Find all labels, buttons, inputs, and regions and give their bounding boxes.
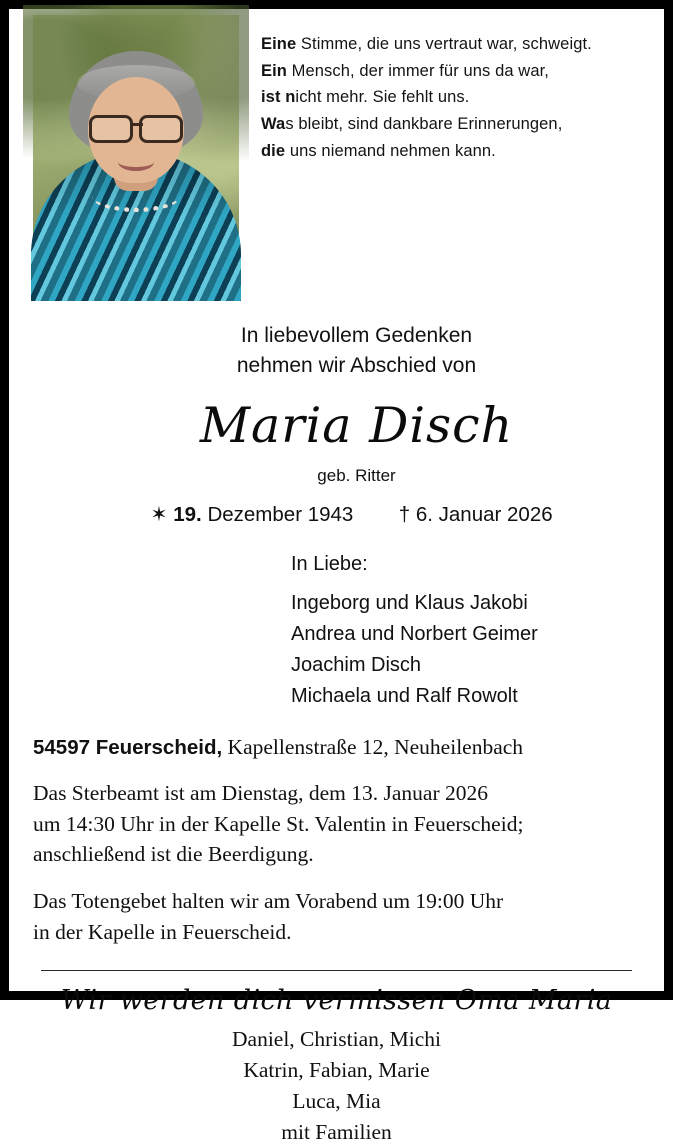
verse-line-1-rest: Stimme, die uns vertraut war, schweigt. xyxy=(296,35,592,53)
glasses-right-lens xyxy=(139,115,183,143)
verse-line-5-rest: uns niemand nehmen kann. xyxy=(285,141,496,160)
verse-line-4-rest: s bleibt, sind dankbare Erinnerungen, xyxy=(285,115,563,134)
photo-smile xyxy=(118,153,154,171)
funeral-line-2: um 14:30 Uhr in der Kapelle St. Valentin in Feuerscheid; xyxy=(33,811,524,836)
memorial-intro-line-2: nehmen wir Abschied von xyxy=(236,353,477,377)
funeral-service-text xyxy=(33,778,640,871)
verse-line-1-lead: Eine xyxy=(261,35,297,53)
birth-day: 19. xyxy=(173,502,202,526)
mourners-list xyxy=(291,588,640,712)
mourners-heading: In Liebe: xyxy=(291,552,368,575)
mourner-1: Ingeborg und Klaus Jakobi xyxy=(291,591,528,614)
address-street: Kapellenstraße 12, Neuheilenbach xyxy=(222,734,524,759)
grandchildren-line-1: Daniel, Christian, Michi xyxy=(232,1027,441,1052)
closing-message: Wir werden dich vermissen Oma Maria xyxy=(60,985,613,1017)
deceased-name: Maria Disch xyxy=(199,396,514,454)
mourner-2: Andrea und Norbert Geimer xyxy=(291,622,538,645)
verse-line-3-rest: icht mehr. Sie fehlt uns. xyxy=(295,88,470,107)
verse-line-2-lead: Ein xyxy=(261,61,287,80)
address-postal-place: 54597 Feuerscheid, xyxy=(33,735,223,759)
memorial-verse xyxy=(261,15,640,165)
verse-line-3 xyxy=(261,84,640,111)
header-row xyxy=(33,15,640,301)
memorial-intro xyxy=(33,321,640,381)
grandchildren-line-2: Katrin, Fabian, Marie xyxy=(243,1058,430,1083)
glasses-bridge xyxy=(131,123,143,126)
funeral-line-1: Das Sterbeamt ist am Dienstag, dem 13. Januar 2026 xyxy=(33,780,488,805)
verse-line-2 xyxy=(261,58,640,85)
grandchildren-list xyxy=(33,1024,640,1148)
obituary-inner xyxy=(9,9,664,1145)
life-dates xyxy=(33,502,640,527)
grandchildren-line-4: mit Familien xyxy=(281,1120,392,1145)
birth-star-icon: ✶ xyxy=(150,502,168,526)
section-divider xyxy=(41,970,632,971)
photo-glasses xyxy=(87,115,185,139)
funeral-line-3: anschließend ist die Beerdigung. xyxy=(33,842,314,867)
mourner-3: Joachim Disch xyxy=(291,653,422,676)
verse-line-4-lead: Wa xyxy=(261,115,286,134)
death-cross-icon: † xyxy=(398,502,411,526)
verse-line-4 xyxy=(261,111,640,138)
memorial-intro-line-1: In liebevollem Gedenken xyxy=(240,324,473,347)
maiden-name: geb. Ritter xyxy=(317,465,396,485)
mourners-block xyxy=(33,553,640,712)
address-line xyxy=(33,734,640,762)
birth-date-rest: Dezember 1943 xyxy=(207,502,354,526)
prayer-line-1: Das Totengebet halten wir am Vorabend um 19:00 Uhr xyxy=(33,889,504,914)
prayer-line-2: in der Kapelle in Feuerscheid. xyxy=(33,920,292,945)
portrait-photo xyxy=(33,15,239,301)
grandchildren-line-3: Luca, Mia xyxy=(292,1089,381,1114)
prayer-text xyxy=(33,886,640,948)
closing-block xyxy=(33,985,640,1148)
verse-line-5 xyxy=(261,138,640,165)
service-details xyxy=(33,734,640,949)
mourner-4: Michaela und Ralf Rowolt xyxy=(291,684,518,707)
verse-line-2-rest: Mensch, der immer für uns da war, xyxy=(286,61,549,80)
glasses-left-lens xyxy=(89,115,133,143)
verse-line-3-lead: ist n xyxy=(261,88,296,107)
verse-line-1 xyxy=(261,31,640,58)
photo-necklace xyxy=(92,181,180,212)
death-date: 6. Januar 2026 xyxy=(415,502,553,526)
verse-line-5-lead: die xyxy=(261,141,286,160)
